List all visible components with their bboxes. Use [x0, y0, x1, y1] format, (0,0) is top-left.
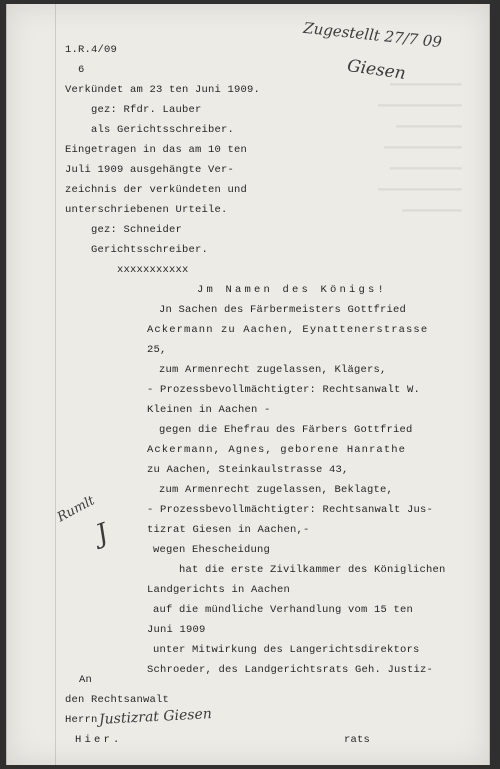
judgment-line: unter Mitwirkung des Langerichtsdirektors — [153, 644, 420, 656]
judgment-line: Ackermann zu Aachen, Eynattenerstrasse — [147, 324, 429, 336]
judgment-line: 25, — [147, 344, 167, 356]
judgment-line: zu Aachen, Steinkaulstrasse 43, — [147, 464, 349, 476]
judgment-line: wegen Ehescheidung — [153, 544, 271, 556]
judgment-line: Kleinen in Aachen - — [147, 404, 271, 416]
announcement-line: zeichnis der verkündeten und — [65, 184, 248, 196]
handwritten-addressee: Justizrat Giesen — [98, 706, 213, 728]
separator-xs: xxxxxxxxxxx — [117, 264, 189, 276]
bleed-through-texture: ▬▬▬▬▬▬▬▬▬▬▬▬ ▬▬▬▬▬▬▬▬▬▬▬▬▬▬ ▬▬▬▬▬▬▬▬▬▬▬ ▬▬▬▬▬▬▬▬▬▬▬▬▬ ▬▬▬▬▬▬▬▬▬▬▬▬ ▬▬▬▬▬▬▬▬▬▬▬▬▬▬ ▬▬▬▬▬▬▬▬▬▬ — [377, 79, 462, 216]
judgment-line: Juni 1909 — [147, 624, 206, 636]
announcement-line: gez: Schneider — [91, 224, 183, 236]
judgment-line: Schroeder, des Landgerichtsrats Geh. Justiz- — [147, 664, 434, 676]
address-line: Hier. — [75, 734, 123, 746]
judgment-line: tizrat Giesen in Aachen,- — [147, 524, 310, 536]
handwritten-margin-mark: J — [92, 518, 113, 550]
handwritten-signature-top: Giesen — [345, 56, 407, 84]
handwritten-margin-note: Rumlt — [55, 493, 98, 526]
judgment-line: Landgerichts in Aachen — [147, 584, 291, 596]
judgment-line: Ackermann, Agnes, geborene Hanrathe — [147, 444, 407, 456]
announcement-line: gez: Rfdr. Lauber — [91, 104, 202, 116]
page-number: 6 — [78, 64, 85, 76]
document-page — [6, 4, 490, 765]
announcement-line: Gerichtsschreiber. — [91, 244, 209, 256]
file-reference: 1.R.4/09 — [65, 44, 118, 56]
margin-fold-line — [55, 4, 56, 765]
handwritten-service-note: Zugestellt 27/7 09 — [302, 18, 443, 52]
judgment-heading: Jm Namen des Königs! — [197, 284, 388, 296]
judgment-line: - Prozessbevollmächtigter: Rechtsanwalt W. — [147, 384, 421, 396]
judgment-line: auf die mündliche Verhandlung vom 15 ten — [153, 604, 414, 616]
announcement-line: Eingetragen in das am 10 ten — [65, 144, 248, 156]
address-line: Herrn — [65, 714, 98, 726]
announcement-line: Juli 1909 ausgehängte Ver- — [65, 164, 235, 176]
judgment-line: zum Armenrecht zugelassen, Beklagte, — [159, 484, 394, 496]
judgment-line: - Prozessbevollmächtigter: Rechtsanwalt Jus- — [147, 504, 434, 516]
judgment-line: Jn Sachen des Färbermeisters Gottfried — [159, 304, 407, 316]
judgment-line: hat die erste Zivilkammer des Königlichen — [179, 564, 446, 576]
judgment-line: zum Armenrecht zugelassen, Klägers, — [159, 364, 387, 376]
address-line: den Rechtsanwalt — [65, 694, 170, 706]
announcement-line: als Gerichtsschreiber. — [91, 124, 235, 136]
announcement-line: Verkündet am 23 ten Juni 1909. — [65, 84, 261, 96]
announcement-line: unterschriebenen Urteile. — [65, 204, 228, 216]
continuation-word: rats — [344, 734, 371, 746]
judgment-line: gegen die Ehefrau des Färbers Gottfried — [159, 424, 413, 436]
address-line: An — [79, 674, 93, 686]
